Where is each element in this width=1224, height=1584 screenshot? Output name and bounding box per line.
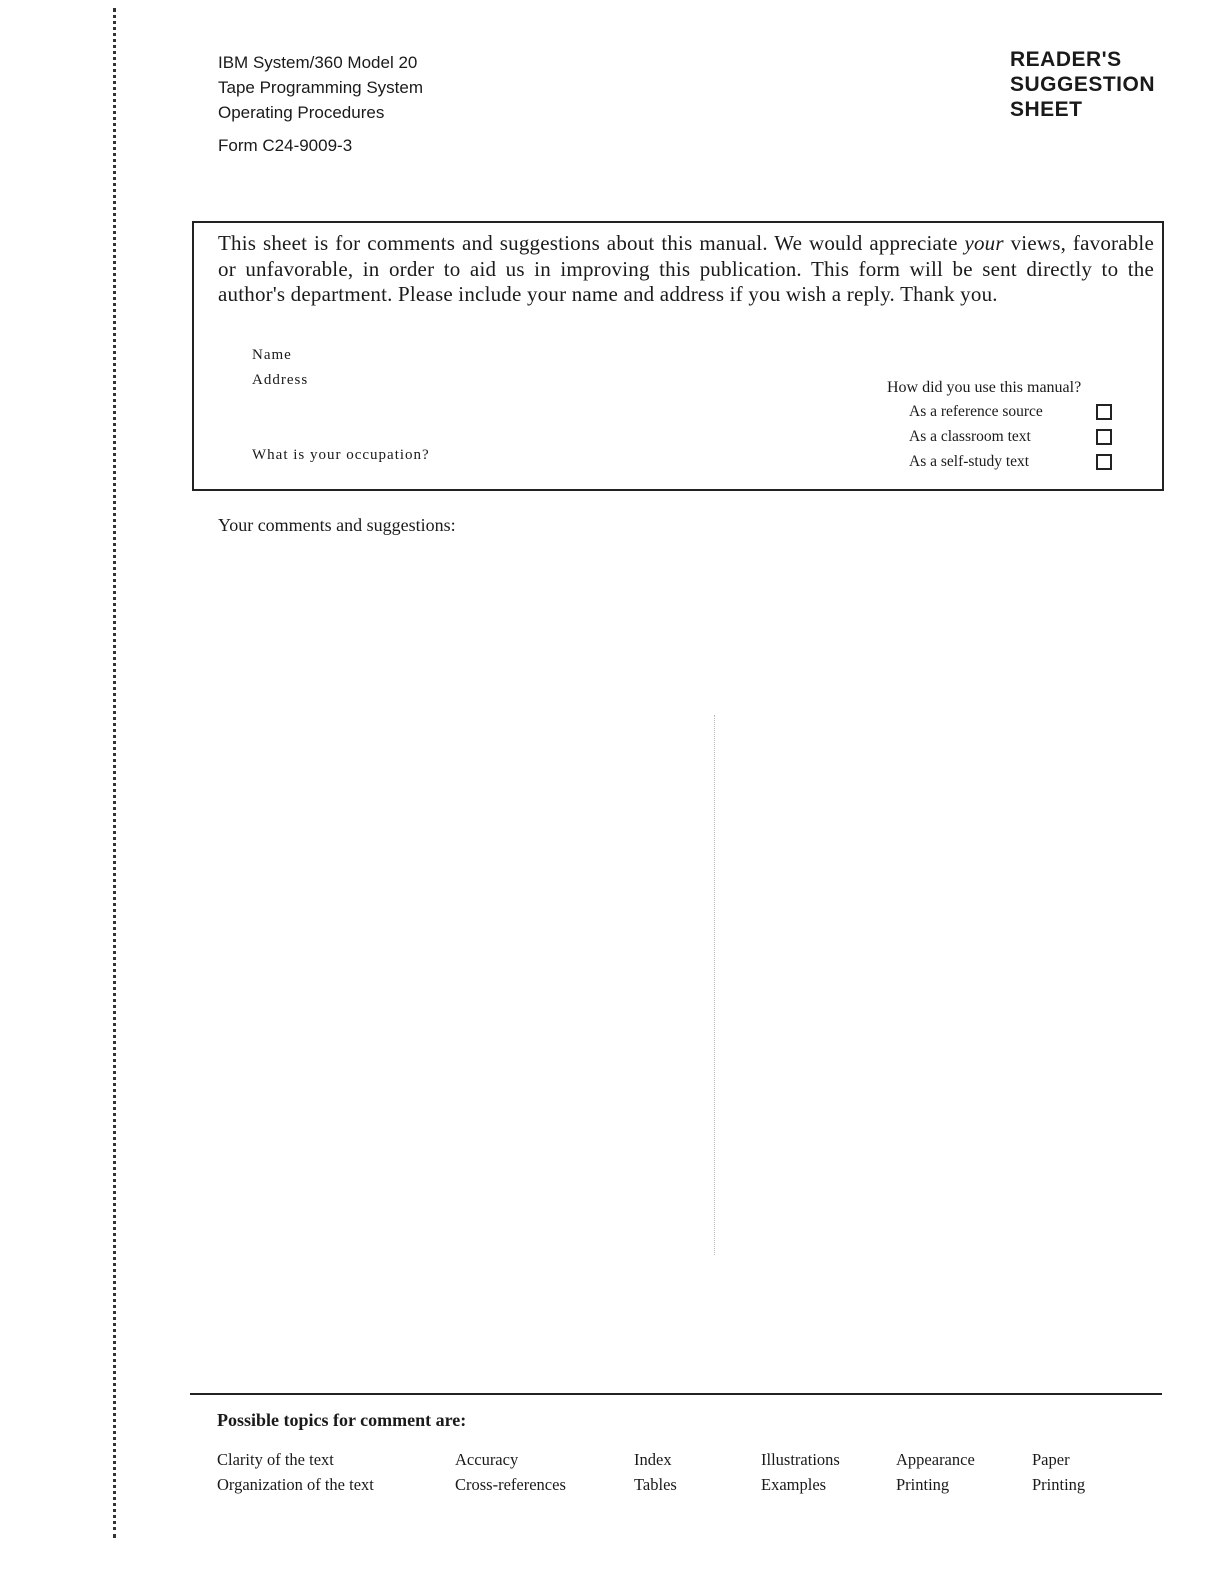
usage-option-label: As a reference source [909, 403, 1043, 420]
topic-item: Appearance [896, 1450, 975, 1469]
self-study-text-checkbox[interactable] [1096, 454, 1112, 470]
form-number: Form C24-9009-3 [218, 136, 353, 155]
perforation-edge [113, 8, 116, 1538]
occupation-field-label[interactable]: What is your occupation? [252, 447, 430, 463]
comments-label: Your comments and suggestions: [218, 515, 456, 535]
topic-item: Accuracy [455, 1450, 519, 1469]
topic-item: Organization of the text [217, 1475, 374, 1494]
usage-option-classroom[interactable] [909, 425, 1112, 449]
address-field-label[interactable]: Address [252, 372, 309, 388]
usage-question: How did you use this manual? [887, 379, 1082, 396]
intro-paragraph [218, 231, 1154, 308]
intro-text: This sheet is for comments and suggestions about this manual. We would appreciate [218, 231, 965, 255]
topic-item: Paper [1032, 1450, 1070, 1469]
topic-item: Printing [896, 1475, 950, 1494]
sheet-title [1010, 47, 1155, 122]
topics-heading: Possible topics for comment are: [217, 1410, 467, 1430]
topic-item: Tables [634, 1475, 677, 1494]
manual-identification [218, 50, 423, 158]
usage-option-label: As a classroom text [909, 428, 1031, 445]
topics-divider [190, 1393, 1162, 1395]
intro-text-continued: views, favorable or unfavorable, in order to aid us in improving this publication. This form will be sent directly to the author's department. Please include your name and address if you wish a reply. Thank you. [218, 231, 1154, 306]
manual-title-line: IBM System/360 Model 20 [218, 53, 418, 72]
sheet-title-line: SUGGESTION [1010, 73, 1156, 96]
topic-item: Examples [761, 1475, 827, 1494]
classroom-text-checkbox[interactable] [1096, 429, 1112, 445]
name-field-label[interactable]: Name [252, 347, 292, 363]
topic-item: Illustrations [761, 1450, 840, 1469]
topic-item: Printing [1032, 1475, 1086, 1494]
topic-item: Clarity of the text [217, 1450, 334, 1469]
manual-title-line: Tape Programming System [218, 78, 424, 97]
topic-item: Cross-references [455, 1475, 566, 1494]
usage-option-reference[interactable] [909, 400, 1112, 424]
sheet-title-line: READER'S [1010, 48, 1122, 71]
usage-option-label: As a self-study text [909, 453, 1030, 470]
reference-source-checkbox[interactable] [1096, 404, 1112, 420]
fold-line [714, 715, 715, 1255]
topic-item: Index [634, 1450, 672, 1469]
intro-emphasis: your [964, 231, 1004, 255]
manual-title-line: Operating Procedures [218, 103, 385, 122]
usage-option-self-study[interactable] [909, 450, 1112, 474]
sheet-title-line: SHEET [1010, 98, 1083, 121]
